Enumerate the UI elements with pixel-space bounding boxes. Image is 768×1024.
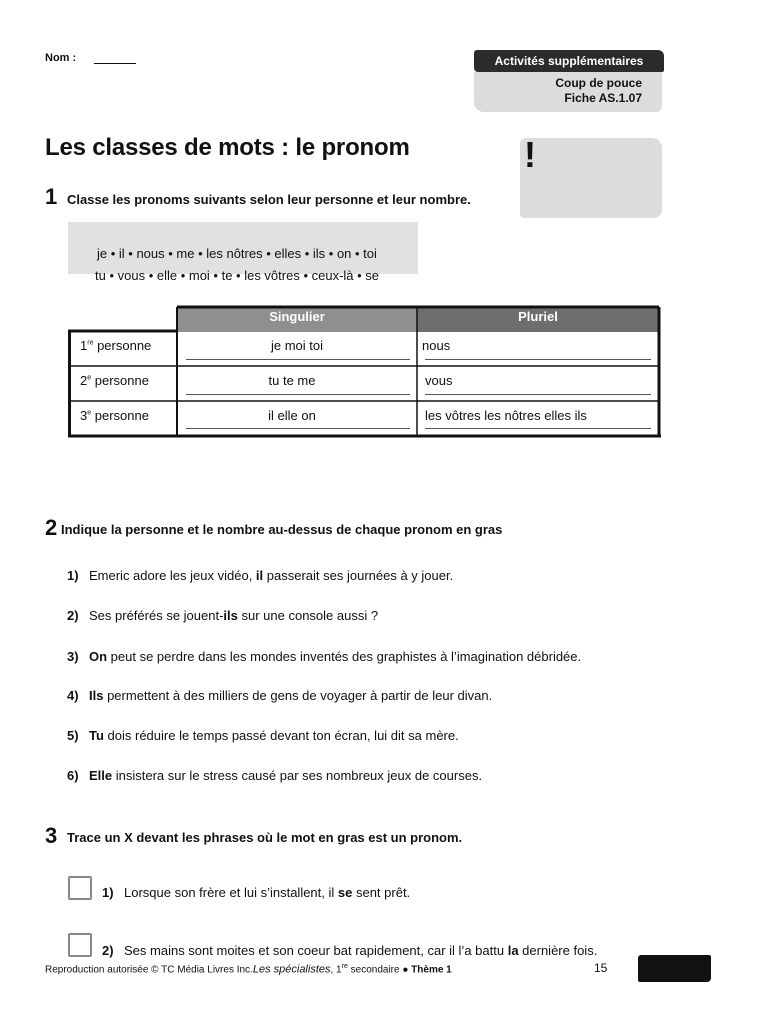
q3-number: 3 [45,823,58,848]
q2-item-4: 4) Ils permettent à des milliers de gens de voyager à partir de leur divan. [67,688,493,703]
pronoun-table [68,305,661,438]
q3-checkbox-2[interactable] [68,933,92,957]
row1-singular-line [186,359,410,360]
row2-plural[interactable]: vous [425,373,453,388]
q2-item-1: 1) Emeric adore les jeux vidéo, il passerait ses journées à y jouer. [67,568,454,583]
q3-text: Trace un X devant les phrases où le mot en gras est un pronom. [67,830,463,845]
q1-number: 1 [45,184,58,209]
row2-plural-line [425,394,651,395]
row3-singular[interactable]: il elle on [268,408,316,423]
note-box [520,138,662,218]
word-bank-line2: tu • vous • elle • moi • te • les vôtres • ceux-là • se [95,268,380,283]
q3-item-2: 2) Ses mains sont moites et son coeur bat rapidement, car il l’a battu la dernière fois. [102,943,598,958]
badge-title: Activités supplémentaires [474,50,664,72]
row3-singular-line [186,428,410,429]
q2-text: Indique la personne et le nombre au-dessus de chaque pronom en gras [61,522,503,537]
name-label: Nom : [45,52,77,64]
name-line[interactable] [94,63,136,64]
col-header-plural: Pluriel [518,309,558,324]
row1-plural-line [425,359,651,360]
page-title: Les classes de mots : le pronom [45,134,410,161]
word-bank-line1: je • il • nous • me • les nôtres • elles • ils • on • toi [97,246,377,261]
q2-number: 2 [45,515,58,540]
activity-badge [474,50,664,112]
row1-singular[interactable]: je moi toi [270,338,324,353]
row-person-1: 1re personne [80,338,152,353]
row3-plural[interactable]: les vôtres les nôtres elles ils [425,408,587,423]
col-header-singular: Singulier [269,309,325,324]
q2-item-3: 3) On peut se perdre dans les mondes inventés des graphistes à l’imagination débridée. [67,649,582,664]
row-person-2: 2e personne [80,373,149,388]
q2-item-6: 6) Elle insistera sur le stress causé par ses nombreux jeux de courses. [67,768,483,783]
row-person-3: 3e personne [80,408,149,423]
row3-plural-line [425,428,651,429]
badge-line1: Coup de pouce [555,76,642,90]
theme-tab [638,955,711,982]
badge-line2: Fiche AS.1.07 [564,91,642,105]
q2-item-2: 2) Ses préférés se jouent-ils sur une console aussi ? [67,608,379,623]
footer-credits: Reproduction autorisée © TC Média Livres Inc.Les spécialistes, 1re secondaire ● Thème 1 [45,963,452,976]
q3-checkbox-1[interactable] [68,876,92,900]
row2-singular[interactable]: tu te me [268,373,316,388]
row2-singular-line [186,394,410,395]
q3-item-1: 1) Lorsque son frère et lui s’installent, il se sent prêt. [102,885,411,900]
q2-item-5: 5) Tu dois réduire le temps passé devant ton écran, lui dit sa mère. [67,728,459,743]
page-number: 15 [594,961,608,975]
q1-text: Classe les pronoms suivants selon leur personne et leur nombre. [67,192,471,207]
exclamation-icon: ! [524,134,536,175]
row1-plural[interactable]: nous [422,338,451,353]
badge-info [474,72,662,112]
